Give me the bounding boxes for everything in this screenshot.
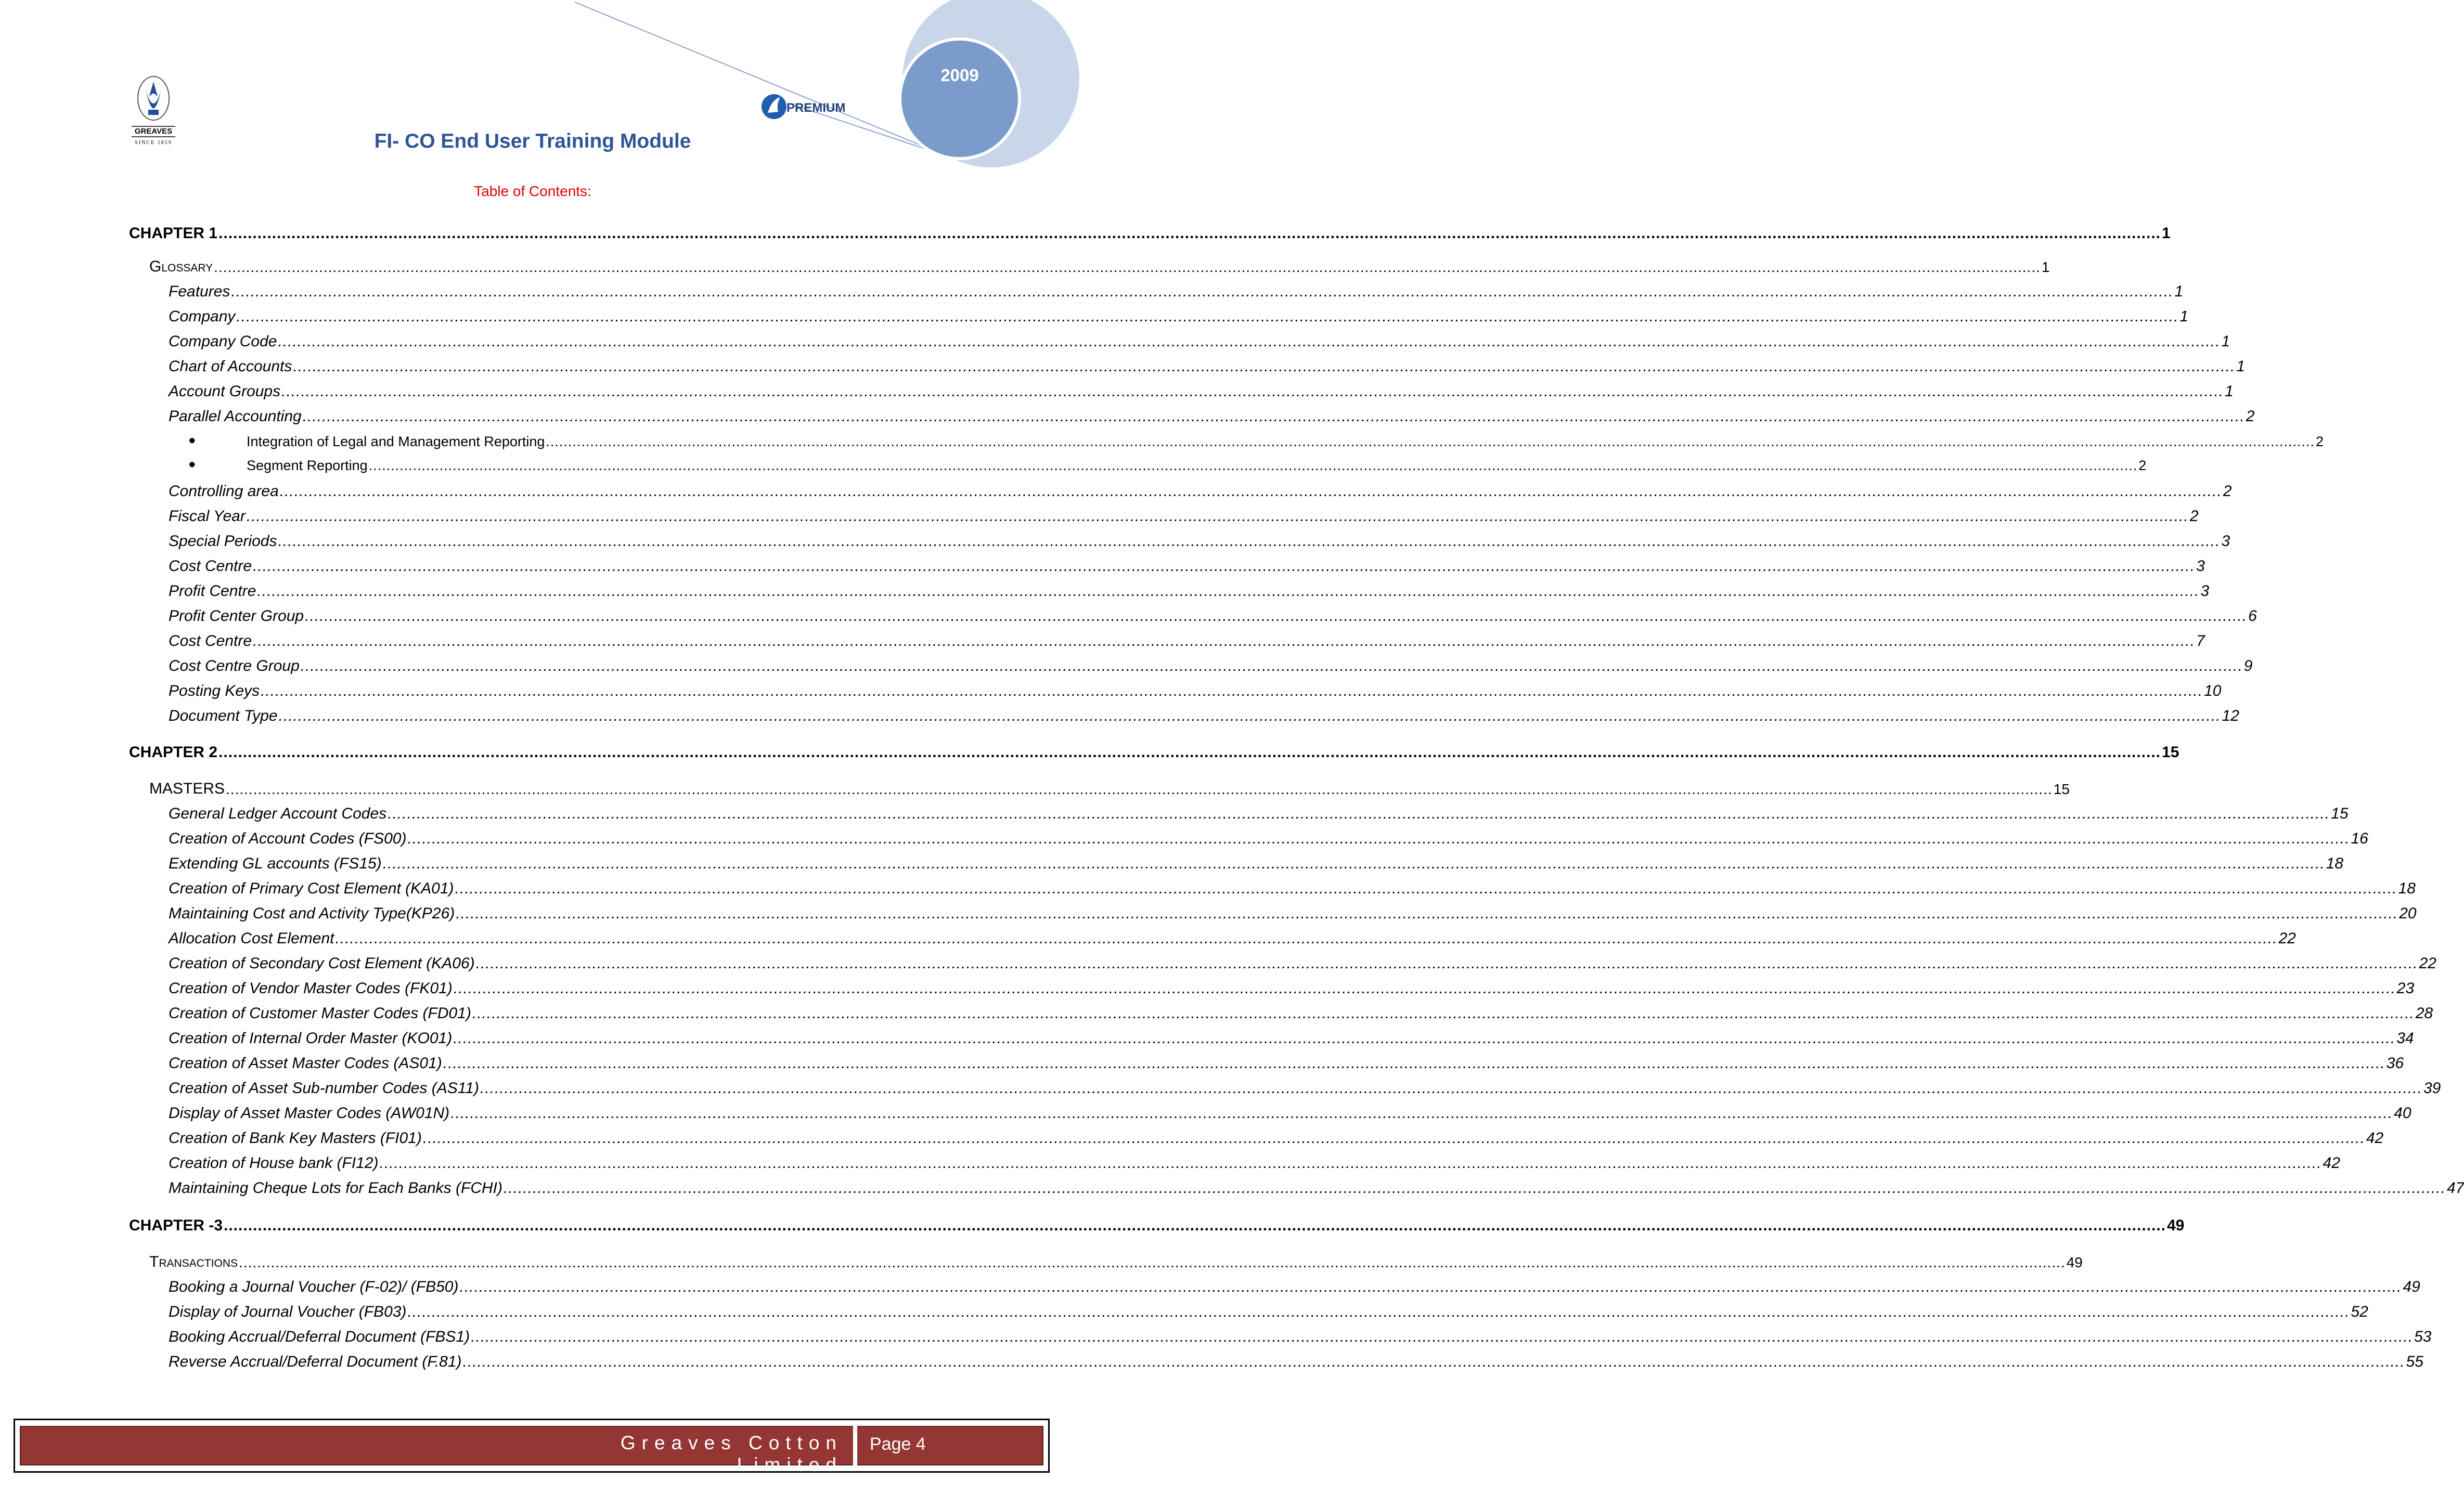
toc-entry-label: Parallel Accounting [169, 408, 302, 425]
svg-text:SINCE 1859: SINCE 1859 [135, 140, 172, 146]
toc-leader-dots: ................................................................................................................................................................................................................................................................................................................................................................................................................ [293, 358, 2236, 375]
toc-leader-dots: ................................................................................................................................................................................................................................................................................................................................................................................................................ [472, 1005, 2415, 1022]
toc-leader-dots: ................................................................................................................................................................................................................................................................................................................................................................................................................ [278, 533, 2221, 550]
bullet-icon: ● [188, 433, 196, 447]
toc-leader-dots: ................................................................................................................................................................................................................................................................................................................................................................................................................ [278, 707, 2221, 724]
toc-entry[interactable] [169, 1105, 2411, 1122]
toc-entry-page: 1 [2179, 308, 2189, 325]
footer-company-name: Greaves Cotton Limited [620, 1432, 843, 1475]
toc-entry[interactable] [169, 533, 2230, 550]
toc-entry-label: Extending GL accounts (FS15) [169, 855, 382, 872]
toc-entry-page: 1 [2041, 259, 2050, 275]
toc-entry[interactable] [169, 682, 2222, 700]
toc-entry-label: Creation of Internal Order Master (KO01) [169, 1030, 453, 1047]
toc-entry[interactable] [169, 1154, 2340, 1172]
toc-entry-page: 47 [2446, 1179, 2464, 1197]
toc-entry[interactable] [169, 1055, 2404, 1072]
toc-entry-label: Special Periods [169, 533, 277, 550]
toc-entry[interactable] [169, 508, 2199, 525]
toc-entry-label: Fiscal Year [169, 508, 246, 525]
toc-entry-page: 2 [2246, 408, 2255, 425]
toc-entry-label: Segment Reporting [247, 458, 368, 473]
toc-entry-page: 3 [2221, 533, 2230, 550]
toc-entry-label: Maintaining Cost and Activity Type(KP26) [169, 905, 455, 922]
toc-leader-dots: ................................................................................................................................................................................................................................................................................................................................................................................................................ [546, 434, 2315, 449]
toc-leader-dots: ................................................................................................................................................................................................................................................................................................................................................................................................................ [453, 1030, 2396, 1047]
toc-entry-label: CHAPTER 2 [129, 744, 218, 761]
toc-entry-page: 55 [2406, 1353, 2423, 1370]
toc-entry-label: Creation of Secondary Cost Element (KA06) [169, 955, 475, 972]
toc-leader-dots: ................................................................................................................................................................................................................................................................................................................................................................................................................ [214, 259, 2041, 275]
toc-leader-dots: ................................................................................................................................................................................................................................................................................................................................................................................................................ [388, 805, 2330, 822]
toc-entry-label: Creation of Asset Sub-number Codes (AS11) [169, 1080, 479, 1097]
toc-entry[interactable] [169, 1080, 2441, 1097]
toc-entry[interactable] [129, 1217, 2185, 1235]
toc-entry-page: 49 [2066, 1254, 2083, 1270]
toc-entry[interactable] [169, 1328, 2432, 1346]
toc-leader-dots: ................................................................................................................................................................................................................................................................................................................................................................................................................ [218, 744, 2161, 761]
toc-entry[interactable] [169, 1303, 2368, 1321]
toc-leader-dots: ................................................................................................................................................................................................................................................................................................................................................................................................................ [224, 1217, 2166, 1234]
toc-entry-label: Company Code [169, 333, 277, 350]
toc-entry-label: MASTERS [149, 780, 225, 797]
toc-entry-page: 2 [2189, 508, 2199, 525]
toc-entry[interactable] [169, 557, 2205, 575]
toc-leader-dots: ................................................................................................................................................................................................................................................................................................................................................................................................................ [455, 880, 2397, 897]
toc-leader-dots: ................................................................................................................................................................................................................................................................................................................................................................................................................ [407, 1303, 2350, 1320]
footer-separator [853, 1426, 857, 1465]
toc-entry[interactable] [169, 1030, 2414, 1047]
toc-entry[interactable] [149, 1253, 2083, 1271]
toc-entry-label: Account Groups [169, 383, 281, 400]
toc-entry-label: Cost Centre [169, 632, 252, 650]
toc-leader-dots: ................................................................................................................................................................................................................................................................................................................................................................................................................ [279, 483, 2222, 500]
toc-leader-dots: ................................................................................................................................................................................................................................................................................................................................................................................................................ [278, 333, 2221, 350]
toc-entry-page: 49 [2403, 1278, 2420, 1295]
toc-entry-label: Document Type [169, 707, 278, 724]
toc-entry-label: Cost Centre Group [169, 657, 300, 674]
toc-entry-page: 39 [2423, 1080, 2441, 1097]
toc-entry-page: 16 [2351, 830, 2368, 847]
toc-leader-dots: ................................................................................................................................................................................................................................................................................................................................................................................................................ [443, 1055, 2385, 1072]
toc-entry-label: Creation of House bank (FI12) [169, 1154, 379, 1172]
toc-entry[interactable] [169, 855, 2344, 873]
toc-entry[interactable] [169, 930, 2296, 947]
toc-leader-dots: ................................................................................................................................................................................................................................................................................................................................................................................................................ [246, 508, 2189, 525]
toc-entry-label: Booking a Journal Voucher (F-02)/ (FB50) [169, 1278, 459, 1295]
toc-entry-page: 10 [2204, 682, 2222, 699]
svg-text:GREAVES: GREAVES [134, 127, 173, 136]
toc-entry[interactable] [169, 582, 2210, 600]
toc-entry[interactable] [169, 830, 2368, 848]
toc-entry[interactable] [188, 433, 2324, 450]
toc-entry-label: General Ledger Account Codes [169, 805, 387, 822]
toc-entry-page: 12 [2222, 707, 2239, 724]
toc-leader-dots: ................................................................................................................................................................................................................................................................................................................................................................................................................ [382, 855, 2325, 872]
toc-leader-dots: ................................................................................................................................................................................................................................................................................................................................................................................................................ [475, 955, 2418, 972]
toc-entry[interactable] [169, 955, 2436, 972]
toc-entry[interactable] [129, 225, 2171, 242]
toc-entry[interactable] [169, 980, 2415, 997]
toc-leader-dots: ................................................................................................................................................................................................................................................................................................................................................................................................................ [471, 1328, 2414, 1345]
toc-entry-label: Creation of Primary Cost Element (KA01) [169, 880, 454, 897]
toc-entry-page: 9 [2243, 657, 2253, 674]
toc-entry[interactable] [169, 1353, 2423, 1371]
toc-entry[interactable] [169, 1130, 2384, 1147]
toc-entry-page: 23 [2396, 980, 2415, 997]
toc-entry-page: 6 [2248, 607, 2257, 625]
toc-entry[interactable] [169, 1179, 2464, 1197]
toc-entry[interactable] [169, 905, 2417, 923]
header-year: 2009 [940, 66, 979, 85]
toc-entry-page: 2 [2138, 458, 2147, 473]
toc-entry[interactable] [169, 308, 2189, 326]
toc-entry-label: Display of Journal Voucher (FB03) [169, 1303, 407, 1320]
toc-entry[interactable] [169, 483, 2232, 500]
toc-entry-page: 28 [2415, 1005, 2433, 1022]
toc-leader-dots: ................................................................................................................................................................................................................................................................................................................................................................................................................ [480, 1080, 2422, 1097]
toc-leader-dots: ................................................................................................................................................................................................................................................................................................................................................................................................................ [231, 283, 2174, 300]
toc-entry-label: Profit Centre [169, 582, 256, 600]
toc-entry[interactable] [169, 805, 2349, 823]
toc-entry[interactable] [149, 258, 2050, 276]
toc-entry[interactable] [169, 383, 2234, 400]
premium-logo [760, 86, 846, 127]
toc-entry-page: 22 [2278, 930, 2296, 947]
toc-entry-page: 3 [2196, 557, 2205, 575]
toc-leader-dots: ................................................................................................................................................................................................................................................................................................................................................................................................................ [459, 1278, 2402, 1295]
toc-entry-page: 1 [2225, 383, 2234, 400]
toc-entry-label: GLOSSARY [149, 258, 213, 275]
toc-entry-page: 1 [2221, 333, 2230, 350]
toc-leader-dots: ................................................................................................................................................................................................................................................................................................................................................................................................................ [368, 458, 2138, 473]
toc-entry[interactable] [169, 607, 2257, 625]
toc-entry-page: 42 [2323, 1154, 2340, 1172]
toc-entry[interactable] [169, 408, 2255, 425]
toc-leader-dots: ................................................................................................................................................................................................................................................................................................................................................................................................................ [407, 830, 2350, 847]
toc-entry-label: Cost Centre [169, 557, 252, 575]
toc-leader-dots: ................................................................................................................................................................................................................................................................................................................................................................................................................ [236, 308, 2179, 325]
toc-leader-dots: ................................................................................................................................................................................................................................................................................................................................................................................................................ [218, 225, 2161, 242]
toc-leader-dots: ................................................................................................................................................................................................................................................................................................................................................................................................................ [335, 930, 2278, 947]
svg-text:PREMIUM: PREMIUM [786, 101, 846, 115]
toc-leader-dots: ................................................................................................................................................................................................................................................................................................................................................................................................................ [450, 1105, 2393, 1122]
toc-entry-page: 53 [2414, 1328, 2432, 1345]
toc-entry-page: 22 [2419, 955, 2436, 972]
toc-entry-label: Creation of Vendor Master Codes (FK01) [169, 980, 453, 997]
toc-entry-label: Creation of Account Codes (FS00) [169, 830, 407, 847]
toc-entry-page: 20 [2399, 905, 2417, 922]
toc-leader-dots: ................................................................................................................................................................................................................................................................................................................................................................................................................ [281, 383, 2224, 400]
toc-entry-label: Creation of Asset Master Codes (AS01) [169, 1055, 442, 1072]
toc-entry[interactable] [188, 457, 2147, 474]
toc-leader-dots: ................................................................................................................................................................................................................................................................................................................................................................................................................ [226, 781, 2053, 797]
footer-page-number: Page 4 [870, 1434, 926, 1454]
toc-entry-page: 18 [2398, 880, 2416, 897]
bullet-icon: ● [188, 457, 196, 471]
toc-leader-dots: ................................................................................................................................................................................................................................................................................................................................................................................................................ [302, 408, 2245, 425]
toc-entry-page: 3 [2200, 582, 2210, 600]
toc-entry-label: Creation of Bank Key Masters (FI01) [169, 1130, 422, 1147]
toc-entry-page: 2 [2316, 434, 2324, 449]
toc-entry-page: 2 [2223, 483, 2232, 500]
toc-leader-dots: ................................................................................................................................................................................................................................................................................................................................................................................................................ [453, 980, 2396, 997]
toc-entry-page: 1 [2174, 283, 2184, 300]
toc-entry[interactable] [169, 880, 2416, 898]
toc-leader-dots: ................................................................................................................................................................................................................................................................................................................................................................................................................ [456, 905, 2398, 922]
toc-heading: Table of Contents: [474, 183, 591, 199]
toc-leader-dots: ................................................................................................................................................................................................................................................................................................................................................................................................................ [462, 1353, 2405, 1370]
toc-entry[interactable] [169, 1278, 2420, 1296]
toc-leader-dots: ................................................................................................................................................................................................................................................................................................................................................................................................................ [257, 582, 2200, 600]
toc-entry-page: 34 [2396, 1030, 2414, 1047]
toc-entry[interactable] [169, 358, 2246, 375]
toc-entry-label: Creation of Customer Master Codes (FD01) [169, 1005, 471, 1022]
toc-entry-page: 1 [2236, 358, 2246, 375]
toc-entry-label: TRANSACTIONS [149, 1253, 238, 1270]
toc-leader-dots: ................................................................................................................................................................................................................................................................................................................................................................................................................ [422, 1130, 2365, 1147]
toc-entry-label: Allocation Cost Element [169, 930, 334, 947]
toc-entry-label: Maintaining Cheque Lots for Each Banks (FCHI) [169, 1179, 502, 1197]
toc-entry-label: Profit Center Group [169, 607, 304, 625]
toc-entry[interactable] [169, 283, 2184, 301]
toc-leader-dots: ................................................................................................................................................................................................................................................................................................................................................................................................................ [379, 1154, 2322, 1172]
toc-entry-page: 42 [2366, 1130, 2384, 1147]
toc-leader-dots: ................................................................................................................................................................................................................................................................................................................................................................................................................ [253, 632, 2196, 650]
toc-entry-label: Reverse Accrual/Deferral Document (F.81) [169, 1353, 462, 1370]
toc-entry-label: Posting Keys [169, 682, 260, 699]
toc-entry-page: 52 [2351, 1303, 2368, 1320]
toc-entry-page: 15 [2162, 744, 2179, 761]
toc-entry-label: Company [169, 308, 236, 325]
toc-entry-page: 49 [2167, 1217, 2185, 1234]
toc-entry-page: 15 [2331, 805, 2349, 822]
toc-entry-page: 1 [2162, 225, 2171, 242]
toc-leader-dots: ................................................................................................................................................................................................................................................................................................................................................................................................................ [503, 1179, 2446, 1197]
toc-entry-label: CHAPTER 1 [129, 225, 218, 242]
toc-entry-page: 18 [2326, 855, 2344, 872]
toc-leader-dots: ................................................................................................................................................................................................................................................................................................................................................................................................................ [261, 682, 2203, 699]
toc-leader-dots: ................................................................................................................................................................................................................................................................................................................................................................................................................ [305, 607, 2248, 625]
toc-entry-page: 36 [2386, 1055, 2404, 1072]
toc-entry[interactable] [169, 707, 2239, 725]
toc-entry-page: 40 [2394, 1105, 2411, 1122]
toc-entry-page: 15 [2053, 781, 2070, 797]
toc-entry-label: Chart of Accounts [169, 358, 292, 375]
toc-leader-dots: ................................................................................................................................................................................................................................................................................................................................................................................................................ [239, 1254, 2066, 1270]
toc-entry[interactable] [169, 632, 2205, 650]
document-title: FI- CO End User Training Module [374, 130, 691, 152]
toc-leader-dots: ................................................................................................................................................................................................................................................................................................................................................................................................................ [253, 557, 2196, 575]
toc-entry-label: Features [169, 283, 230, 300]
toc-entry-page: 7 [2196, 632, 2205, 650]
toc-entry-label: Booking Accrual/Deferral Document (FBS1) [169, 1328, 470, 1345]
toc-entry[interactable] [169, 657, 2253, 675]
toc-entry-label: Controlling area [169, 483, 279, 500]
toc-entry[interactable] [149, 780, 2070, 798]
toc-entry-label: CHAPTER -3 [129, 1217, 223, 1234]
toc-leader-dots: ................................................................................................................................................................................................................................................................................................................................................................................................................ [300, 657, 2243, 674]
toc-entry-label: Integration of Legal and Management Reporting [247, 434, 545, 449]
toc-entry[interactable] [169, 333, 2230, 350]
toc-entry-label: Display of Asset Master Codes (AW01N) [169, 1105, 450, 1122]
toc-entry[interactable] [129, 744, 2179, 761]
toc-entry[interactable] [169, 1005, 2433, 1022]
